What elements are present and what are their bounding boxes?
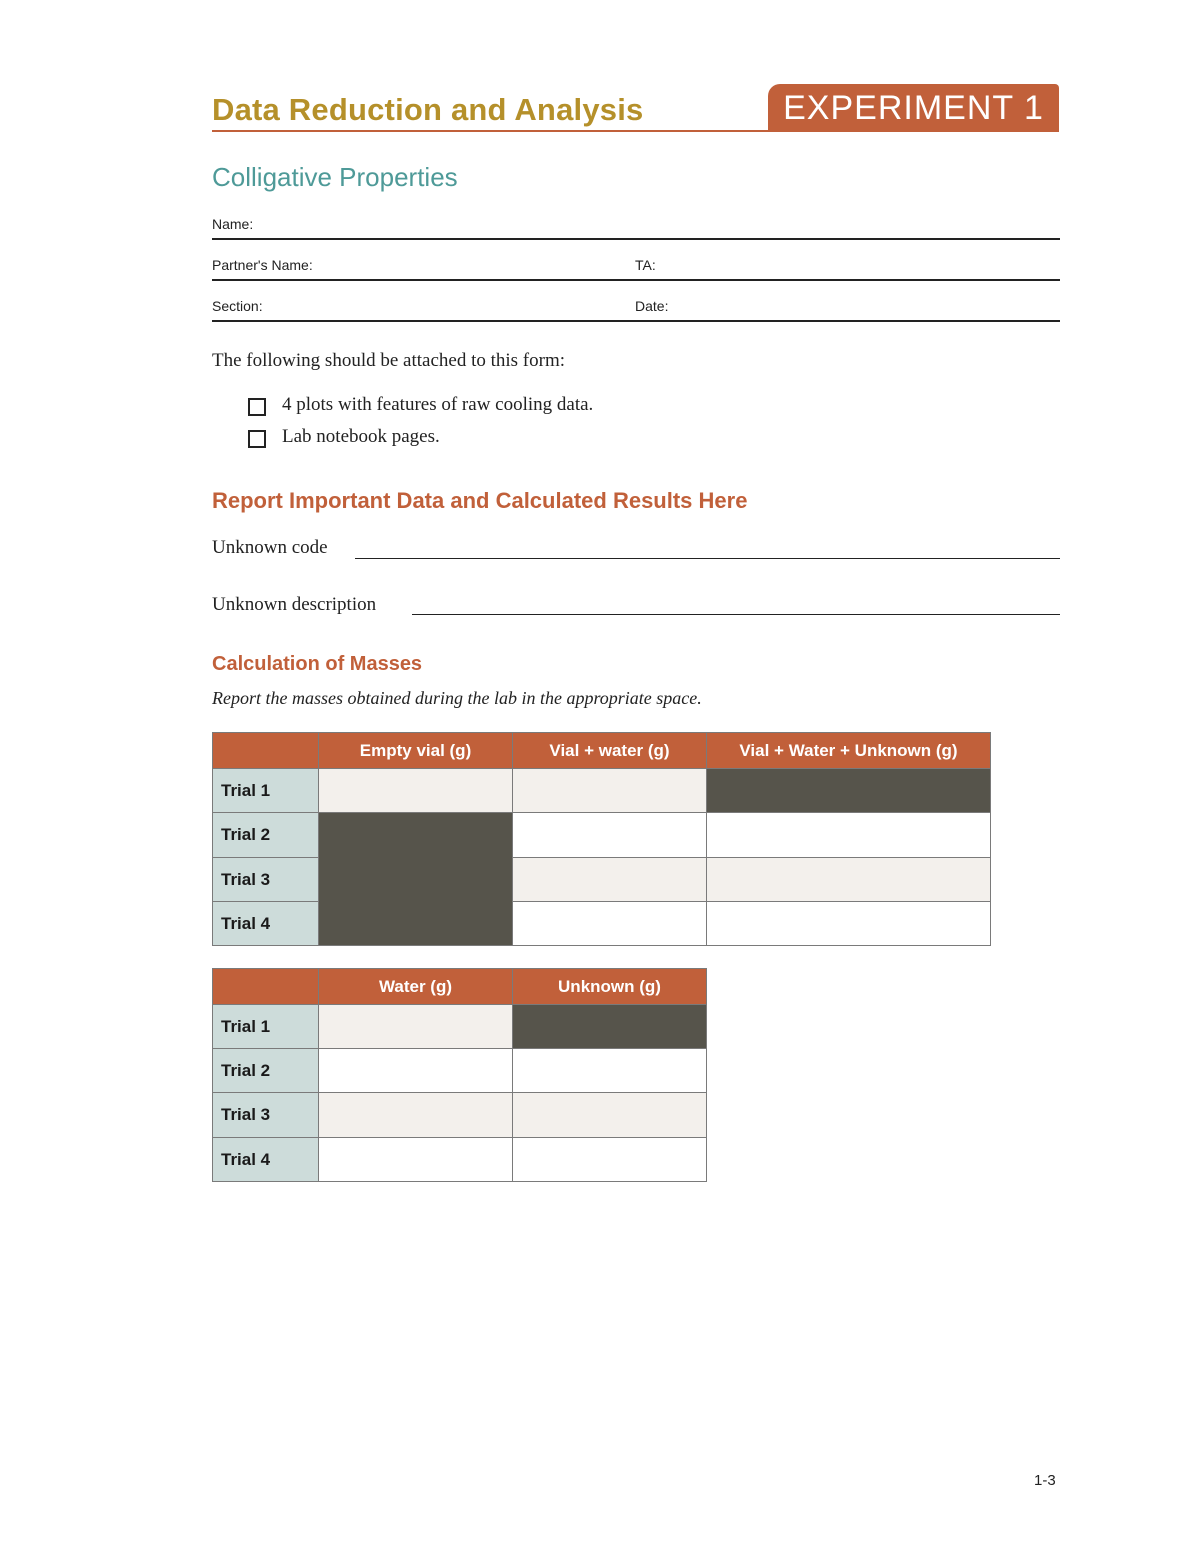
table2-header-unknown: Unknown (g)	[513, 969, 707, 1005]
row-header-trial-3: Trial 3	[213, 858, 319, 902]
cell-trial1-empty-vial[interactable]	[319, 769, 513, 813]
table2-cell-trial4-unknown[interactable]	[513, 1138, 707, 1182]
cell-trial3-vial-water[interactable]	[513, 858, 707, 902]
row-header-trial-4: Trial 4	[213, 902, 319, 946]
table2-header-corner	[213, 969, 319, 1005]
section-label: Section:	[212, 298, 263, 314]
section-date-field[interactable]	[212, 320, 1060, 322]
cell-trial2-vial-water-unknown[interactable]	[707, 813, 991, 858]
partner-ta-field[interactable]	[212, 279, 1060, 281]
table2-cell-trial4-water[interactable]	[319, 1138, 513, 1182]
row-header-trial-2: Trial 2	[213, 813, 319, 858]
header-rule	[212, 130, 772, 132]
masses-table	[212, 732, 991, 946]
checkbox-plots[interactable]	[248, 398, 266, 416]
cell-trial1-vial-water[interactable]	[513, 769, 707, 813]
derived-masses-table	[212, 968, 707, 1182]
table-header-vial-water-unknown: Vial + Water + Unknown (g)	[707, 733, 991, 769]
cell-trial1-vial-water-unknown-shaded	[707, 769, 991, 813]
table2-row-header-trial-3: Trial 3	[213, 1093, 319, 1138]
table2-row-header-trial-1: Trial 1	[213, 1005, 319, 1049]
calculation-note: Report the masses obtained during the lab in the appropriate space.	[212, 688, 702, 708]
cell-empty-vial-shaded	[319, 813, 513, 946]
checkbox-notebook[interactable]	[248, 430, 266, 448]
calculation-heading: Calculation of Masses	[212, 653, 423, 675]
table2-cell-trial1-water[interactable]	[319, 1005, 513, 1049]
unknown-code-label: Unknown code	[212, 537, 328, 558]
table2-cell-trial1-unknown-shaded	[513, 1005, 707, 1049]
table2-row-header-trial-4: Trial 4	[213, 1138, 319, 1182]
unknown-code-field[interactable]	[355, 558, 1060, 559]
unknown-description-label: Unknown description	[212, 594, 377, 615]
cell-trial3-vial-water-unknown[interactable]	[707, 858, 991, 902]
cell-trial2-vial-water[interactable]	[513, 813, 707, 858]
table2-cell-trial2-water[interactable]	[319, 1049, 513, 1093]
partner-name-label: Partner's Name:	[212, 257, 313, 273]
attachment-item-plots: 4 plots with features of raw cooling data.	[282, 394, 594, 415]
name-label: Name:	[212, 216, 254, 232]
name-field[interactable]	[212, 238, 1060, 240]
attachment-item-notebook: Lab notebook pages.	[282, 426, 440, 447]
table-header-corner	[213, 733, 319, 769]
page-subtitle: Colligative Properties	[212, 162, 458, 192]
date-label: Date:	[635, 298, 669, 314]
table2-cell-trial3-water[interactable]	[319, 1093, 513, 1138]
table2-header-water: Water (g)	[319, 969, 513, 1005]
unknown-description-field[interactable]	[412, 614, 1060, 615]
table-header-vial-water: Vial + water (g)	[513, 733, 707, 769]
table2-cell-trial2-unknown[interactable]	[513, 1049, 707, 1093]
table2-row-header-trial-2: Trial 2	[213, 1049, 319, 1093]
row-header-trial-1: Trial 1	[213, 769, 319, 813]
experiment-tab: EXPERIMENT 1	[768, 84, 1059, 132]
cell-trial4-vial-water-unknown[interactable]	[707, 902, 991, 946]
page-number: 1-3	[1034, 1472, 1056, 1489]
table2-cell-trial3-unknown[interactable]	[513, 1093, 707, 1138]
table-header-empty-vial: Empty vial (g)	[319, 733, 513, 769]
ta-label: TA:	[635, 257, 656, 273]
header-title: Data Reduction and Analysis	[212, 92, 644, 127]
attachments-intro: The following should be attached to this form:	[212, 350, 566, 371]
cell-trial4-vial-water[interactable]	[513, 902, 707, 946]
report-heading: Report Important Data and Calculated Results Here	[212, 488, 748, 513]
